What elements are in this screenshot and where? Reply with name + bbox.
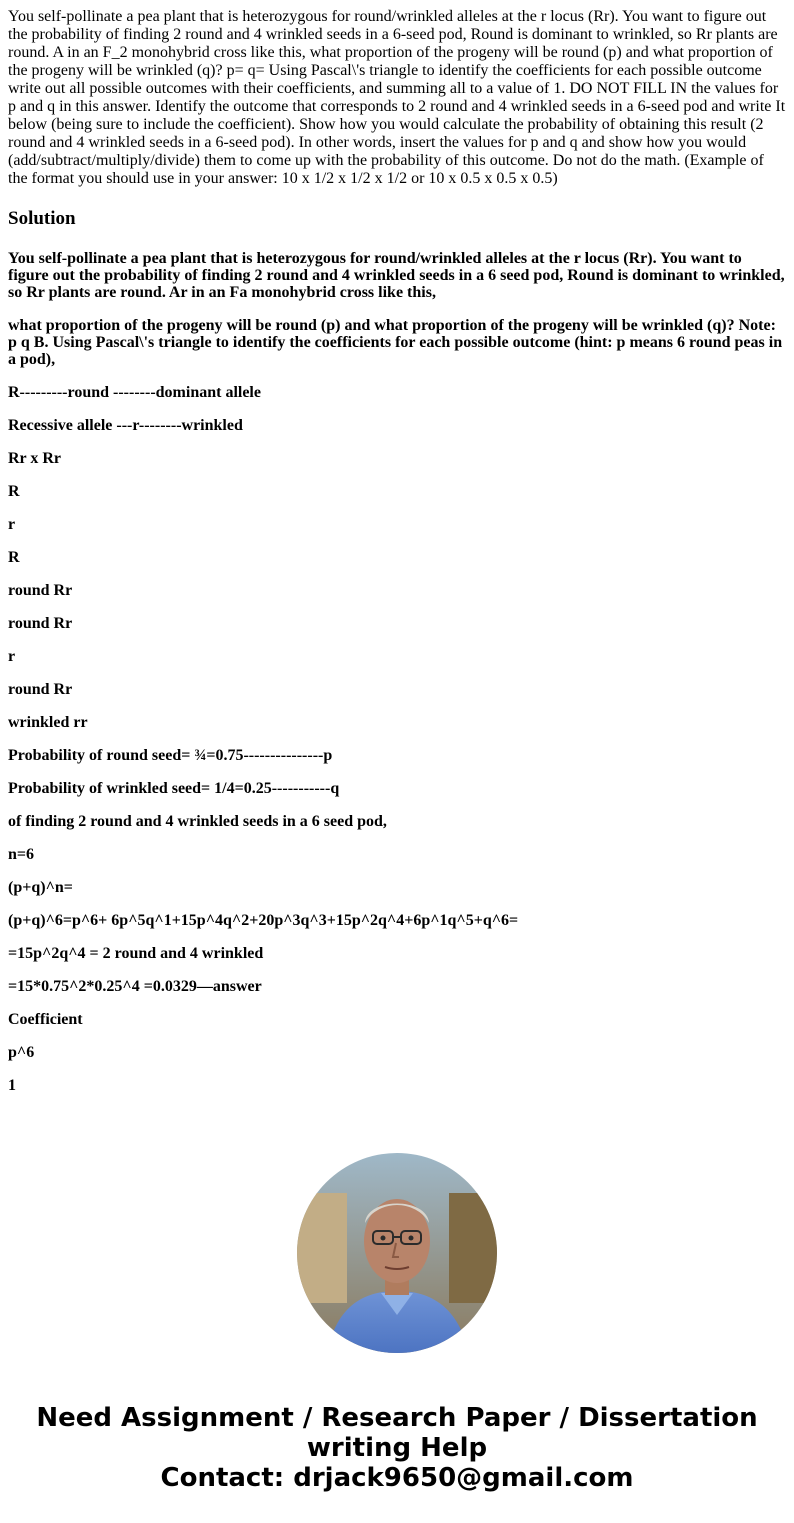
coefficient-value: 1 (8, 1077, 16, 1094)
n-value-line: n=6 (8, 846, 35, 863)
cross-line: Rr x Rr (8, 450, 62, 467)
solution-body (8, 250, 786, 1094)
portrait-image (297, 1153, 497, 1353)
selected-term-line: =15p^2q^4 = 2 round and 4 wrinkled (8, 945, 264, 962)
coefficient-term: p^6 (8, 1044, 35, 1061)
round-probability-line: Probability of round seed= ¾=0.75---------------p (8, 747, 333, 764)
document-content (8, 8, 786, 1110)
punnett-header-r2: r (8, 516, 16, 533)
coefficient-header: Coefficient (8, 1011, 83, 1028)
footer-line-2: writing Help (306, 1433, 488, 1463)
punnett-cell-1: round Rr (8, 582, 73, 599)
answer-line: =15*0.75^2*0.25^4 =0.0329—answer (8, 978, 262, 995)
punnett-header-r1: R (8, 483, 20, 500)
avatar (297, 1153, 497, 1353)
solution-heading: Solution (8, 208, 76, 229)
question-text: You self-pollinate a pea plant that is heterozygous for round/wrinkled alleles at the r locus (Rr). You want to figure out the probability of finding 2 round and 4 wrinkled seeds in a 6-seed pod, Round is dominant to wrinkled, so Rr plants are round. A in an F_2 monohybrid cross like this, what proportion of the progeny will be round (p) and what proportion of the progeny will be wrinkled (q)? p= q= Using Pascal\'s triangle to identify the coefficients for each possible outcome write out all possible outcomes with their coefficients, and summing all to a value of 1. DO NOT FILL IN the values for p and q in this answer. Identify the outcome that corresponds to 2 round and 4 wrinkled seeds in a 6-seed pod and write It below (being sure to include the coefficient). Show how you would calculate the probability of obtaining this result (2 round and 4 wrinkled seeds in a 6-seed pod). In other words, insert the values for p and q and show how you would (add/subtract/multiply/divide) them to come up with the probability of this outcome. Do not do the math. (Example of the format you should use in your answer: 10 x 1/2 x 1/2 x 1/2 or 10 x 0.5 x 0.5 x 0.5) (8, 8, 786, 187)
punnett-row-label-2: r (8, 648, 16, 665)
recessive-allele-line: Recessive allele ---r--------wrinkled (8, 417, 243, 434)
footer-contact: Contact: drjack9650@gmail.com (160, 1463, 634, 1493)
punnett-cell-2: round Rr (8, 615, 73, 632)
punnett-cell-4: wrinkled rr (8, 714, 88, 731)
footer-line-1: Need Assignment / Research Paper / Dissertation (36, 1403, 758, 1433)
dominant-allele-line: R---------round --------dominant allele (8, 384, 261, 401)
solution-question-restated: what proportion of the progeny will be round (p) and what proportion of the progeny will be wrinkled (q)? Note: p q B. Using Pascal\'s triangle to identify the coefficients for each possible outcome (hint: p means 6 round peas in a pod), (8, 317, 783, 368)
binomial-general-line: (p+q)^n= (8, 879, 73, 896)
wrinkled-probability-line: Probability of wrinkled seed= 1/4=0.25-----------q (8, 780, 340, 797)
binomial-expansion-line: (p+q)^6=p^6+ 6p^5q^1+15p^4q^2+20p^3q^3+15p^2q^4+6p^1q^5+q^6= (8, 912, 519, 929)
punnett-cell-3: round Rr (8, 681, 73, 698)
punnett-row-label-1: R (8, 549, 20, 566)
footer-banner (0, 1403, 794, 1493)
target-outcome-line: of finding 2 round and 4 wrinkled seeds in a 6 seed pod, (8, 813, 387, 830)
solution-intro: You self-pollinate a pea plant that is heterozygous for round/wrinkled alleles at the r locus (Rr). You want to figure out the probability of finding 2 round and 4 wrinkled seeds in a 6 seed pod, Round is dominant to wrinkled, so Rr plants are round. Ar in an Fa monohybrid cross like this, (8, 250, 785, 301)
